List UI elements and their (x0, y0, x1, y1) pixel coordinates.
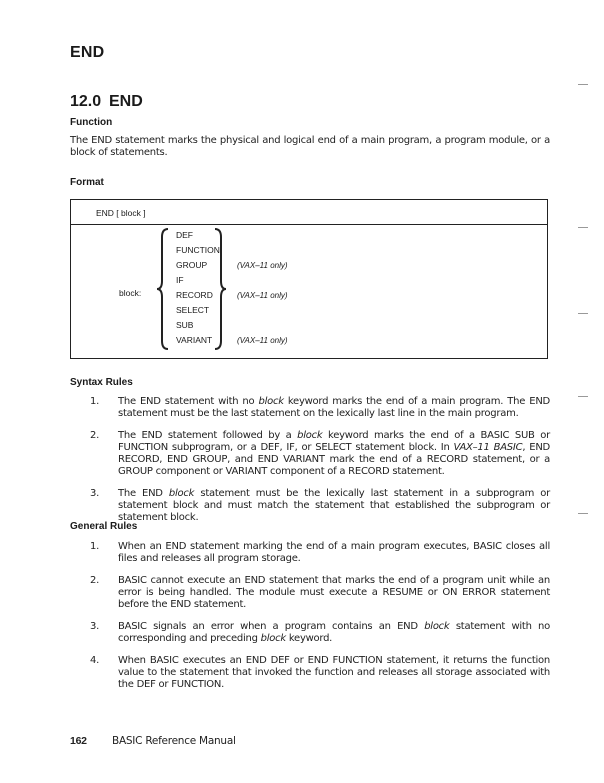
block-keyword: DEF (176, 230, 193, 240)
platform-note: (VAX–11 only) (237, 261, 288, 270)
block-keyword: FUNCTION (176, 245, 220, 255)
rule-number: 1. (90, 396, 100, 407)
block-keyword: SELECT (176, 305, 210, 315)
syntax-header (71, 200, 547, 225)
general-rules-heading: General Rules (70, 521, 138, 532)
margin-mark (578, 227, 588, 228)
platform-note: (VAX–11 only) (237, 291, 288, 300)
rule-number: 1. (90, 541, 100, 552)
margin-mark (578, 396, 588, 397)
margin-mark (578, 313, 588, 314)
rule-item (90, 430, 550, 478)
rule-item (90, 621, 550, 645)
section-title (70, 93, 143, 111)
function-description: The END statement marks the physical and logical end of a main program, a program module, or a block of statements. (70, 135, 550, 158)
rule-item (90, 575, 550, 611)
syntax-rules-list (90, 396, 550, 534)
page-running-heading: END (70, 44, 105, 61)
rule-number: 4. (90, 655, 100, 666)
section-name: END (109, 93, 143, 110)
left-brace-icon (156, 227, 170, 351)
rule-text: BASIC signals an error when a program contains an END block statement with no corresponding and preceding block keyword. (118, 621, 550, 644)
page-footer (70, 735, 236, 747)
platform-note: (VAX–11 only) (237, 336, 288, 345)
margin-mark (578, 84, 588, 85)
block-keyword: VARIANT (176, 335, 213, 345)
function-heading: Function (70, 117, 113, 128)
rule-text: The END statement with no block keyword marks the end of a main program. The END statement must be the last statement on the lexically last line in the main program. (118, 396, 550, 419)
rule-text: The END statement followed by a block keyword marks the end of a BASIC SUB or FUNCTION subprogram, or a DEF, IF, or SELECT statement block. In VAX–11 BASIC, END RECORD, END GROUP, and END VARIANT mark the end of a RECORD statement, or a GROUP component or VARIANT component of a RECORD statement. (118, 430, 551, 477)
rule-item (90, 655, 550, 691)
format-heading: Format (70, 177, 104, 188)
block-label: block: (119, 288, 142, 298)
manual-title: BASIC Reference Manual (112, 735, 236, 747)
rule-number: 3. (90, 488, 100, 499)
rule-number: 3. (90, 621, 100, 632)
syntax-line: END [ block ] (96, 208, 146, 218)
block-keyword: RECORD (176, 290, 213, 300)
rule-text: The END block statement must be the lexically last statement in a subprogram or statement block and must match the statement that established the subprogram or statement block. (118, 488, 550, 523)
block-keyword: IF (176, 275, 184, 285)
rule-item (90, 396, 550, 420)
block-keyword: SUB (176, 320, 194, 330)
block-keyword: GROUP (176, 260, 208, 270)
rule-text: BASIC cannot execute an END statement that marks the end of a program unit while an error is being handled. The module must execute a RESUME or ON ERROR statement before the END statement. (118, 575, 550, 610)
rule-text: When BASIC executes an END DEF or END FUNCTION statement, it returns the function value to the statement that invoked the function and releases all storage associated with the DEF or FUNCTION. (118, 655, 550, 690)
rule-number: 2. (90, 575, 100, 586)
rule-text: When an END statement marking the end of a main program executes, BASIC closes all files and releases all program storage. (118, 541, 550, 564)
page-number: 162 (70, 735, 87, 747)
rule-number: 2. (90, 430, 100, 441)
margin-mark (578, 513, 588, 514)
format-syntax-box (70, 199, 548, 359)
rule-item (90, 488, 550, 524)
rule-item (90, 541, 550, 565)
section-number: 12.0 (70, 93, 102, 110)
syntax-rules-heading: Syntax Rules (70, 377, 133, 388)
general-rules-list (90, 541, 550, 701)
